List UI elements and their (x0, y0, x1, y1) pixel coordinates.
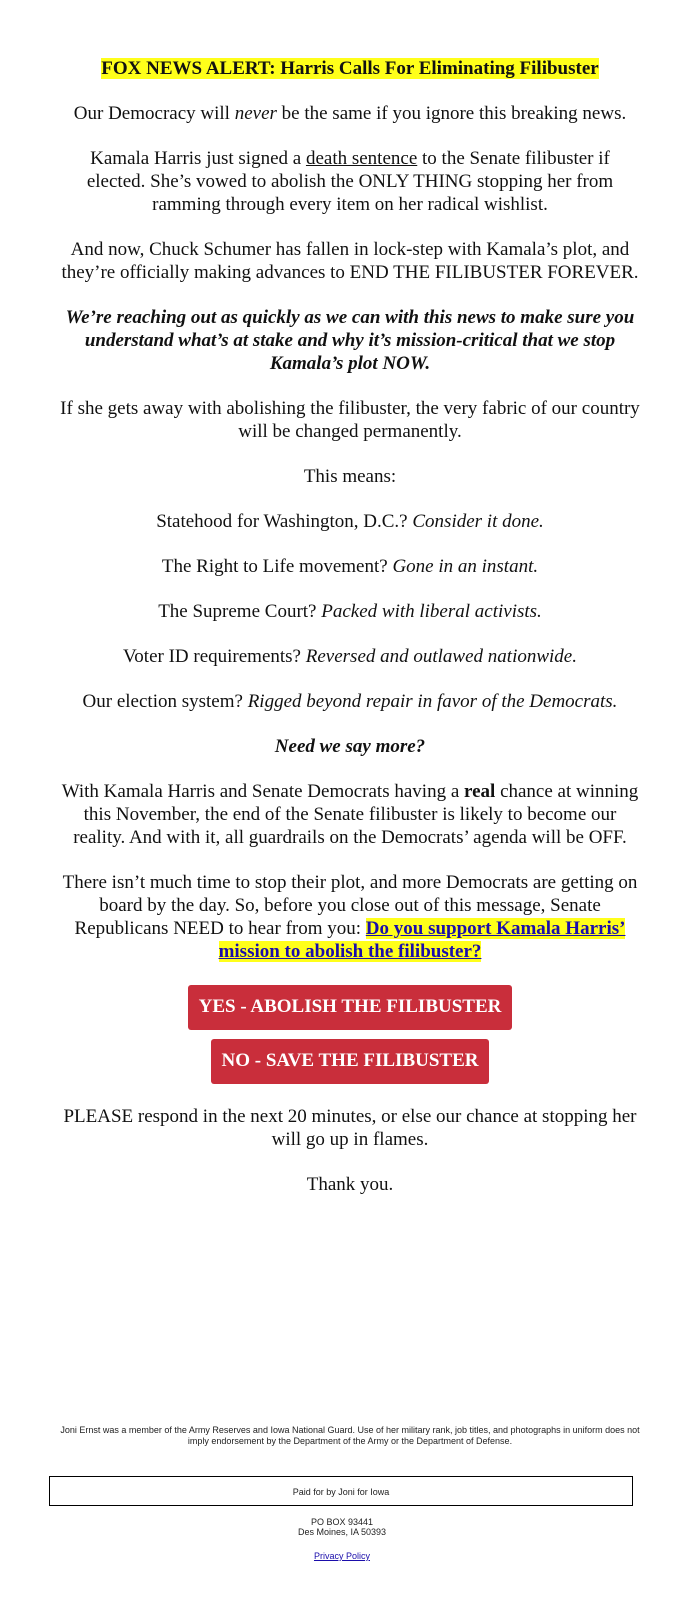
para1-text-end: to the Senate filibuster if elected. She’s vowed to abolish the ONLY THING stopping her from ramming through every item on her radical wishlist. (86, 148, 614, 215)
paragraph-need-more (60, 735, 640, 758)
cta-text: There isn’t much time to stop their plot, and more Democrats are getting on board by the day. So, before you close out of this message, Senate Republicans NEED to hear from you: (62, 872, 638, 939)
consequence-item (60, 600, 640, 623)
consequence-answer: Rigged beyond repair in favor of the Democrats. (247, 691, 618, 712)
yes-button-wrap (60, 985, 640, 1030)
no-button-wrap (60, 1030, 640, 1084)
mailing-address (0, 1517, 684, 1537)
consequence-item (60, 555, 640, 578)
para5-text-end: chance at winning this November, the end of the Senate filibuster is likely to become our reality. And with it, all guardrails on the Democrats’ agenda will be OFF. (73, 781, 639, 848)
paragraph-urgent (60, 306, 640, 375)
headline (60, 57, 640, 80)
para1-underline: death sentence (305, 148, 418, 169)
urgent-text: We’re reaching out as quickly as we can with this news to make sure you understand what’s at stake and why it’s mission-critical that we stop Kamala’s plot NOW. (65, 307, 635, 374)
consequence-answer: Packed with liberal activists. (321, 601, 542, 622)
intro-text: Our Democracy will (73, 103, 235, 124)
survey-link[interactable]: Do you support Kamala Harris’ mission to abolish the filibuster? (218, 918, 626, 962)
yes-abolish-button[interactable]: YES - ABOLISH THE FILIBUSTER (188, 985, 513, 1030)
headline-text: FOX NEWS ALERT: Harris Calls For Eliminating Filibuster (101, 58, 599, 79)
paragraph-death-sentence (60, 147, 640, 216)
consequence-answer: Reversed and outlawed nationwide. (305, 646, 577, 667)
paragraph-respond: PLEASE respond in the next 20 minutes, or else our chance at stopping her will go up in flames. (63, 1106, 637, 1150)
consequence-question: The Right to Life movement? (161, 556, 393, 577)
paragraph-call-to-action (60, 871, 640, 963)
military-disclaimer: Joni Ernst was a member of the Army Reserves and Iowa National Guard. Use of her military rank, job titles, and photographs in uniform does not imply endorsement by the Department of the Army or the Department of Defense. (60, 1425, 640, 1446)
para5-text: With Kamala Harris and Senate Democrats having a (61, 781, 464, 802)
paragraph-this-means: This means: (303, 466, 397, 487)
consequence-answer: Consider it done. (412, 511, 544, 532)
email-content (60, 57, 640, 1196)
consequence-item (60, 510, 640, 533)
consequence-question: Our election system? (82, 691, 248, 712)
no-save-button[interactable]: NO - SAVE THE FILIBUSTER (211, 1039, 490, 1084)
consequence-answer: Gone in an instant. (392, 556, 539, 577)
para1-text: Kamala Harris just signed a (90, 148, 306, 169)
paragraph-fabric: If she gets away with abolishing the filibuster, the very fabric of our country will be changed permanently. (60, 398, 640, 442)
paragraph-thanks: Thank you. (306, 1174, 394, 1195)
privacy-policy-link[interactable]: Privacy Policy (313, 1551, 370, 1561)
paid-for-box: Paid for by Joni for Iowa (49, 1476, 633, 1506)
consequence-question: Statehood for Washington, D.C.? (156, 511, 413, 532)
paragraph-real-chance (60, 780, 640, 849)
privacy-row (0, 1551, 684, 1562)
consequence-question: Voter ID requirements? (123, 646, 306, 667)
intro-paragraph (60, 102, 640, 125)
paragraph-schumer: And now, Chuck Schumer has fallen in lock-step with Kamala’s plot, and they’re officially making advances to END THE FILIBUSTER FOREVER. (61, 239, 639, 283)
consequence-item (60, 645, 640, 668)
address-line-1: PO BOX 93441 (310, 1517, 374, 1527)
intro-text-end: be the same if you ignore this breaking news. (276, 103, 627, 124)
intro-emphasis: never (234, 103, 277, 124)
consequence-question: The Supreme Court? (158, 601, 322, 622)
para5-bold: real (464, 781, 496, 802)
need-more-text: Need we say more? (274, 736, 426, 757)
consequence-item (60, 690, 640, 713)
address-line-2: Des Moines, IA 50393 (297, 1527, 387, 1537)
